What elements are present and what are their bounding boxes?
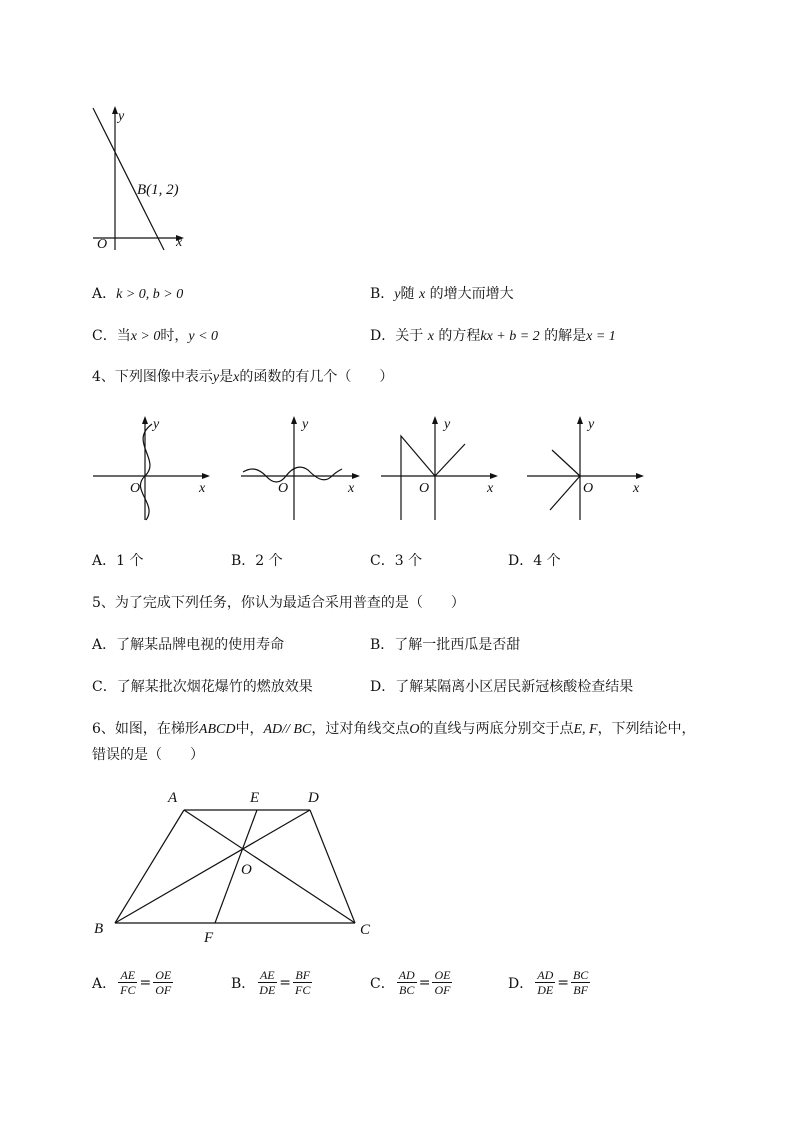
fraction-right [432, 968, 452, 997]
label-f: F [204, 930, 214, 946]
numerator: BC [572, 968, 589, 982]
label-b: B [94, 921, 104, 937]
q4-option-d[interactable]: D．4 个 [508, 553, 561, 569]
denominator: BF [573, 983, 588, 997]
equals-sign: = [418, 974, 431, 991]
option-label: B． [370, 286, 395, 302]
equals-sign: = [557, 974, 569, 991]
equation: kx + b = 2 [480, 329, 540, 344]
x-label: x [199, 481, 206, 496]
q4-option-b[interactable]: B．2 个 [231, 553, 283, 569]
x-axis-label: x [176, 235, 183, 250]
text-sui: 随 [400, 286, 415, 302]
origin-label: O [278, 481, 289, 496]
wavy-curve [140, 424, 152, 520]
q6-stem-line2: 错误的是（ ） [92, 747, 204, 763]
y-axis-arrow [291, 416, 297, 424]
y-axis-label: y [118, 109, 125, 124]
denominator: OF [434, 983, 451, 997]
fraction-left [535, 968, 555, 997]
side-dc [310, 810, 355, 923]
fraction-right [571, 968, 590, 997]
denominator: FC [120, 983, 136, 997]
equals-sign: = [279, 974, 292, 991]
numerator: AE [259, 968, 275, 982]
y-label: y [588, 417, 595, 432]
function-line [93, 108, 164, 250]
q6-trapezoid-figure [90, 784, 390, 944]
stem-post: 的函数的有几个（ ） [239, 369, 394, 385]
q3-option-c[interactable] [92, 325, 218, 345]
stem-a: 6、如图，在梯形 [92, 721, 199, 737]
y-label: y [302, 417, 309, 432]
trapezoid-name: ABCD [198, 722, 236, 737]
x-label: x [633, 481, 640, 496]
y-axis-arrow [432, 416, 438, 424]
text-fangcheng: 的方程 [438, 328, 481, 344]
numerator: AD [398, 968, 415, 982]
q6-option-c[interactable] [370, 968, 452, 997]
text-guanyu: 关于 [395, 328, 424, 344]
condition: x > 0 [130, 329, 161, 344]
var-y: y [212, 370, 220, 385]
solution: x = 1 [586, 329, 616, 344]
q5-stem: 5、为了完成下列任务，你认为最适合采用普查的是（ ） [92, 595, 465, 611]
option-text: k > 0, b > 0 [116, 287, 184, 302]
y-axis-arrow [142, 416, 148, 424]
result: y < 0 [188, 329, 219, 344]
label-d: D [308, 790, 319, 806]
label-o: O [241, 862, 252, 878]
wave-curve [243, 467, 342, 482]
q6-option-a[interactable] [92, 968, 173, 997]
numerator: AD [537, 968, 554, 982]
origin-label: O [419, 481, 430, 496]
y-label: y [444, 417, 451, 432]
points-ef: E, F [573, 722, 598, 737]
var-x: x [233, 370, 240, 385]
y-axis-arrow [577, 416, 583, 424]
denominator: DE [259, 983, 276, 997]
q6-option-d[interactable] [508, 968, 590, 997]
q4-option-a[interactable]: A．1 个 [92, 553, 144, 569]
x-label: x [348, 481, 355, 496]
x-axis-arrow [490, 473, 498, 479]
diagonal-bd [115, 810, 310, 923]
q6-stem-line1 [92, 718, 696, 738]
q5-option-d[interactable]: D．了解某隔离小区居民新冠核酸检查结果 [370, 679, 634, 695]
parallel-condition: AD// BC [263, 722, 312, 737]
fraction-left [397, 968, 417, 997]
point-b-label: B(1, 2) [137, 182, 179, 198]
diagonal-ac [184, 810, 355, 923]
x-label: x [487, 481, 494, 496]
option-label: D． [508, 975, 534, 992]
q3-option-b[interactable] [370, 283, 514, 303]
q3-option-a[interactable] [92, 283, 183, 303]
label-c: C [360, 922, 371, 938]
q5-option-c[interactable]: C．了解某批次烟花爆竹的燃放效果 [92, 679, 313, 695]
q4-graph-4 [524, 412, 654, 522]
fraction-right [153, 968, 173, 997]
q4-graph-2 [238, 412, 368, 522]
q3-line-graph [88, 100, 188, 250]
y-label: y [153, 417, 160, 432]
equals-sign: = [139, 974, 152, 991]
text-post: 的增大而增大 [429, 286, 514, 302]
text-shi: 时， [160, 328, 189, 344]
label-a: A [168, 790, 178, 806]
x-axis-arrow [636, 473, 644, 479]
side-ab [115, 810, 184, 923]
q6-option-b[interactable] [231, 968, 312, 997]
q4-stem [92, 366, 393, 386]
option-label: C． [370, 975, 395, 992]
option-label: B． [231, 975, 256, 992]
stem-e: ，下列结论中， [597, 721, 696, 737]
q4-graph-1 [90, 412, 220, 522]
option-label: D． [370, 328, 396, 344]
q3-option-d[interactable] [370, 325, 616, 345]
denominator: OF [155, 983, 172, 997]
option-label: C． [92, 328, 117, 344]
fraction-left [118, 968, 137, 997]
stem-mid: 是 [219, 369, 234, 385]
var-x: x [427, 329, 434, 344]
stem-b: 中， [235, 721, 264, 737]
option-label: A． [92, 286, 117, 302]
piecewise-line [401, 436, 465, 520]
option-label: A． [92, 975, 117, 992]
stem-d: 的直线与两底分别交于点 [419, 721, 574, 737]
x-axis-arrow [352, 473, 360, 479]
lower-ray [550, 476, 580, 510]
origin-label: O [97, 237, 108, 252]
q4-graph-3 [378, 412, 508, 522]
point-o: O [409, 722, 420, 737]
denominator: BC [399, 983, 415, 997]
q5-option-b[interactable]: B．了解一批西瓜是否甜 [370, 637, 521, 653]
fraction-left [257, 968, 277, 997]
upper-ray [552, 450, 580, 476]
numerator: AE [120, 968, 136, 982]
q4-option-c[interactable]: C．3 个 [370, 553, 423, 569]
q5-option-a[interactable]: A．了解某品牌电视的使用寿命 [92, 637, 285, 653]
origin-label: O [583, 481, 594, 496]
numerator: OE [434, 968, 451, 982]
x-axis-arrow [202, 473, 210, 479]
denominator: DE [537, 983, 554, 997]
numerator: BF [295, 968, 311, 982]
label-e: E [250, 790, 260, 806]
text-dang: 当 [116, 328, 131, 344]
var-y: y [394, 287, 401, 302]
origin-label: O [130, 481, 141, 496]
var-x: x [418, 287, 426, 302]
numerator: OE [155, 968, 172, 982]
stem-c: ，过对角线交点 [311, 721, 410, 737]
text-jieshi: 的解是 [544, 328, 587, 344]
denominator: FC [295, 983, 311, 997]
fraction-right [293, 968, 312, 997]
stem-pre: 4、下列图像中表示 [92, 369, 213, 385]
